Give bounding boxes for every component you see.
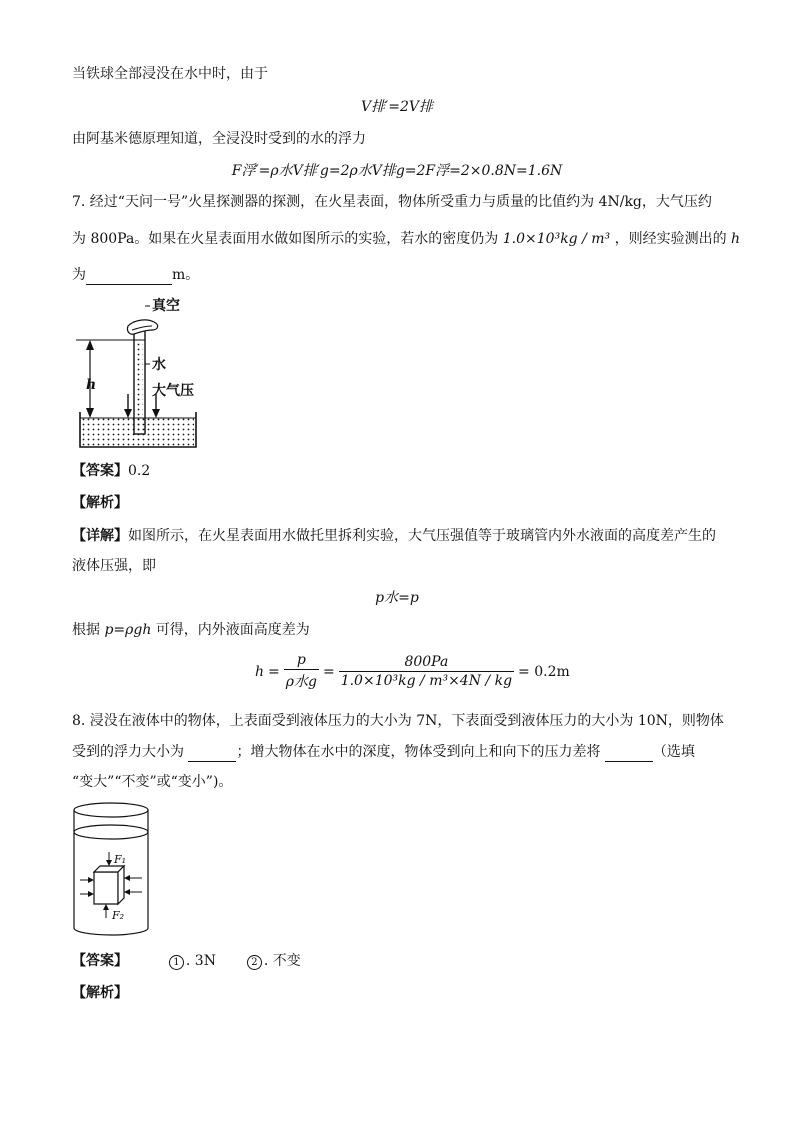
label-f1: F₁ (114, 853, 127, 866)
cube-front (94, 872, 118, 904)
q7-detail-text-1: 如图所示，在火星表面用水做托里拆利实验，大气压强值等于玻璃管内外水液面的高度差产生的 (128, 528, 716, 544)
q7-eq-p: p水=p (375, 590, 419, 606)
q8-blank-1 (188, 743, 236, 762)
cylinder-bottom (74, 928, 148, 935)
q8-answer-tag: 【答案】 (72, 953, 128, 969)
q7-detail-1 (72, 527, 716, 545)
cylinder-liquid-surface (74, 825, 148, 839)
eq-h-lhs: h (255, 663, 265, 680)
q7-detail-tag: 【详解】 (72, 528, 128, 544)
eq-h-equals-1: = (268, 663, 280, 680)
q7-line-3-pre: 为 (72, 267, 86, 283)
q8-line-2-pre: 受到的浮力大小为 (72, 744, 184, 760)
eq-h-fraction-2 (339, 654, 514, 689)
q7-answer-blank (86, 266, 172, 285)
cube-side (118, 866, 124, 904)
pressure-arrowhead-right-icon (152, 409, 160, 418)
label-water: 水 (152, 357, 166, 373)
h-arrow-up-icon (86, 340, 94, 350)
q7-analysis-tag: 【解析】 (72, 495, 128, 511)
q7-detail-3-pre: 根据 (72, 622, 100, 638)
label-atmospheric-pressure: 大气压 (152, 383, 194, 399)
right-arrowhead-1-icon (124, 875, 130, 881)
eq-h-result: = 0.2m (518, 663, 570, 680)
q7-line-2-post: ，则经实验测出的 (614, 231, 727, 247)
q7-line-3-post: m。 (172, 267, 200, 283)
answer-1-circle-icon: 1 (169, 955, 184, 970)
left-arrowhead-2-icon (88, 891, 94, 897)
q7-detail-2: 液体压强，即 (72, 558, 156, 574)
label-h: h (86, 377, 97, 393)
label-f2: F₂ (112, 909, 125, 922)
q7-line-2 (72, 230, 740, 248)
q7-detail-3 (72, 621, 310, 639)
cylinder-top-rim (74, 803, 148, 817)
tube-water (136, 340, 143, 432)
q7-var-h: h (731, 231, 741, 247)
eq-h-equals-2: = (322, 663, 335, 680)
q7-detail-3-post: 可得，内外液面高度差为 (155, 622, 310, 638)
label-vacuum: 真空 (152, 298, 180, 314)
q7-formula-inline: p=ρgh (104, 622, 152, 638)
q7-answer-value: 0.2 (128, 463, 151, 479)
f2-arrowhead-icon (103, 904, 109, 910)
frac1-numerator: p (296, 652, 306, 668)
q8-line-2-post: （选填 (652, 744, 695, 760)
q8-blank-2 (605, 743, 653, 762)
answer-2-circle-icon: 2 (247, 955, 262, 970)
equation-2: F浮′=ρ水V排′g=2ρ水V排g=2F浮=2×0.8N=1.6N (231, 163, 563, 179)
q7-line-1: 7. 经过“天问一号”火星探测器的探测，在火星表面，物体所受重力与质量的比值约为 4N/kg，大气压约 (72, 194, 712, 210)
q8-answer-2: . 不变 (263, 953, 301, 969)
q7-line-3 (72, 266, 199, 285)
doc-line-1: 当铁球全部浸没在水中时，由于 (72, 66, 268, 82)
h-arrow-down-icon (86, 408, 94, 418)
q8-line-3: “变大”“不变”或“变小”)。 (72, 774, 233, 790)
q8-answer (72, 952, 301, 970)
q8-line-2-mid: ；增大物体在水中的深度，物体受到向上和向下的压力差将 (236, 744, 601, 760)
q8-analysis-tag: 【解析】 (72, 985, 128, 1001)
q8-line-1: 8. 浸没在液体中的物体，上表面受到液体压力的大小为 7N，下表面受到液体压力的大小为 10N，则物体 (72, 713, 724, 729)
q8-cylinder-figure (70, 800, 152, 942)
q7-line-2-pre: 为 800Pa。如果在火星表面用水做如图所示的实验，若水的密度仍为 (72, 231, 499, 247)
pressure-arrowhead-left-icon (124, 409, 132, 418)
eq-h-fraction-1 (284, 652, 319, 691)
right-arrowhead-2-icon (124, 889, 130, 895)
f1-arrowhead-icon (106, 860, 112, 866)
frac1-denominator: ρ水g (284, 669, 319, 691)
frac2-denominator: 1.0×10³kg / m³×4N / kg (340, 673, 513, 689)
q7-answer-tag: 【答案】 (72, 463, 128, 479)
left-arrowhead-1-icon (88, 877, 94, 883)
q7-torricelli-figure (76, 292, 216, 454)
q8-answer-1: . 3N (185, 953, 216, 969)
doc-line-2: 由阿基米德原理知道，全浸没时受到的水的浮力 (72, 131, 366, 147)
q7-density: 1.0×10³kg / m³ (502, 231, 611, 247)
q7-answer (72, 462, 150, 480)
q8-line-2 (72, 743, 695, 762)
q7-eq-h (255, 652, 570, 691)
equation-1: V排′=2V排 (360, 99, 434, 115)
frac2-numerator: 800Pa (404, 654, 449, 670)
